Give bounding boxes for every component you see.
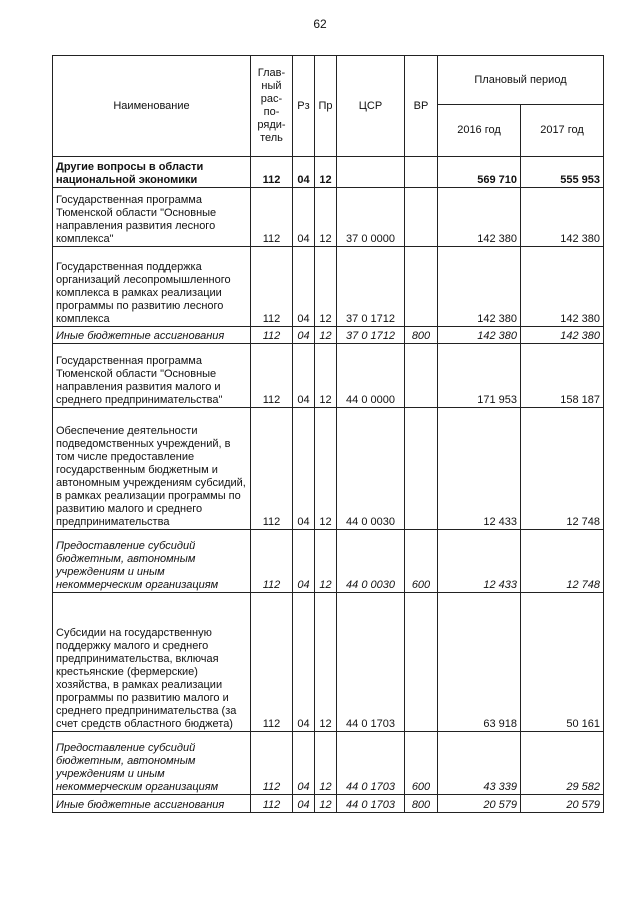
row-grbs: 112 (251, 188, 293, 247)
row-2017: 29 582 (521, 732, 604, 795)
page-number: 62 (313, 17, 327, 31)
row-grbs: 112 (251, 157, 293, 188)
row-vr (405, 247, 438, 327)
row-2016: 142 380 (438, 188, 521, 247)
row-pr: 12 (315, 157, 337, 188)
row-vr (405, 344, 438, 408)
row-csr (337, 157, 405, 188)
row-2016: 12 433 (438, 530, 521, 593)
row-2017: 50 161 (521, 593, 604, 732)
table-row (53, 593, 604, 732)
row-rz: 04 (293, 327, 315, 344)
row-grbs: 112 (251, 795, 293, 813)
row-vr: 600 (405, 732, 438, 795)
row-csr: 44 0 0030 (337, 408, 405, 530)
row-vr: 800 (405, 795, 438, 813)
row-pr: 12 (315, 732, 337, 795)
table-row (53, 327, 604, 344)
row-rz: 04 (293, 157, 315, 188)
row-rz: 04 (293, 593, 315, 732)
row-name: Государственная программа Тюменской области "Основные направления развития малого и среднего предпринимательства" (53, 344, 251, 408)
table-row (53, 157, 604, 188)
row-csr: 44 0 0030 (337, 530, 405, 593)
header-planned-period: Плановый период (438, 56, 604, 105)
table-row (53, 530, 604, 593)
table-row (53, 732, 604, 795)
row-rz: 04 (293, 344, 315, 408)
row-name: Иные бюджетные ассигнования (53, 795, 251, 813)
row-rz: 04 (293, 408, 315, 530)
row-name: Субсидии на государственную поддержку малого и среднего предпринимательства, включая крестьянские (фермерские) хозяйства, в рамках реализации программы по развитию малого и среднего предпринимательства (за счет средств областного бюджета) (53, 593, 251, 732)
row-vr (405, 188, 438, 247)
header-name: Наименование (53, 56, 251, 157)
row-2017: 142 380 (521, 188, 604, 247)
row-csr: 44 0 1703 (337, 593, 405, 732)
header-year-2016: 2016 год (438, 105, 521, 157)
row-grbs: 112 (251, 408, 293, 530)
row-pr: 12 (315, 795, 337, 813)
table-row (53, 408, 604, 530)
row-2017: 20 579 (521, 795, 604, 813)
row-grbs: 112 (251, 344, 293, 408)
row-rz: 04 (293, 188, 315, 247)
row-vr (405, 157, 438, 188)
row-name: Предоставление субсидий бюджетным, автономным учреждениям и иным некоммерческим организациям (53, 732, 251, 795)
row-rz: 04 (293, 247, 315, 327)
row-pr: 12 (315, 530, 337, 593)
row-2016: 171 953 (438, 344, 521, 408)
row-grbs: 112 (251, 593, 293, 732)
row-2016: 142 380 (438, 327, 521, 344)
row-pr: 12 (315, 247, 337, 327)
row-2017: 158 187 (521, 344, 604, 408)
row-2016: 63 918 (438, 593, 521, 732)
row-rz: 04 (293, 795, 315, 813)
table-row (53, 344, 604, 408)
row-csr: 44 0 0000 (337, 344, 405, 408)
budget-table (52, 55, 604, 813)
row-2017: 12 748 (521, 530, 604, 593)
row-pr: 12 (315, 344, 337, 408)
row-2017: 142 380 (521, 247, 604, 327)
row-csr: 44 0 1703 (337, 795, 405, 813)
header-vr: ВР (405, 56, 438, 157)
row-vr: 800 (405, 327, 438, 344)
header-year-2017: 2017 год (521, 105, 604, 157)
table-row (53, 188, 604, 247)
row-name: Обеспечение деятельности подведомственных учреждений, в том числе предоставление государственным бюджетным и автономным учреждениям субсидий, в рамках реализации программы по развитию малого и среднего предпринимательства (53, 408, 251, 530)
row-rz: 04 (293, 530, 315, 593)
row-2017: 142 380 (521, 327, 604, 344)
row-rz: 04 (293, 732, 315, 795)
row-2017: 12 748 (521, 408, 604, 530)
row-vr (405, 593, 438, 732)
header-pr: Пр (315, 56, 337, 157)
row-2017: 555 953 (521, 157, 604, 188)
row-name: Другие вопросы в области национальной экономики (53, 157, 251, 188)
row-2016: 20 579 (438, 795, 521, 813)
row-csr: 37 0 0000 (337, 188, 405, 247)
row-grbs: 112 (251, 530, 293, 593)
header-csr: ЦСР (337, 56, 405, 157)
row-name: Государственная поддержка организаций лесопромышленного комплекса в рамках реализации программы по развитию лесного комплекса (53, 247, 251, 327)
row-csr: 44 0 1703 (337, 732, 405, 795)
row-csr: 37 0 1712 (337, 247, 405, 327)
row-2016: 43 339 (438, 732, 521, 795)
row-name: Иные бюджетные ассигнования (53, 327, 251, 344)
row-vr: 600 (405, 530, 438, 593)
header-grbs: Глав-ный рас-по-ряди-тель (251, 56, 293, 157)
row-2016: 142 380 (438, 247, 521, 327)
row-2016: 12 433 (438, 408, 521, 530)
row-pr: 12 (315, 408, 337, 530)
row-grbs: 112 (251, 732, 293, 795)
row-2016: 569 710 (438, 157, 521, 188)
row-vr (405, 408, 438, 530)
table-row (53, 247, 604, 327)
row-csr: 37 0 1712 (337, 327, 405, 344)
header-rz: Рз (293, 56, 315, 157)
row-name: Предоставление субсидий бюджетным, автономным учреждениям и иным некоммерческим организациям (53, 530, 251, 593)
row-grbs: 112 (251, 327, 293, 344)
table-row (53, 795, 604, 813)
row-grbs: 112 (251, 247, 293, 327)
row-pr: 12 (315, 188, 337, 247)
row-pr: 12 (315, 593, 337, 732)
row-pr: 12 (315, 327, 337, 344)
row-name: Государственная программа Тюменской области "Основные направления развития лесного комплекса" (53, 188, 251, 247)
